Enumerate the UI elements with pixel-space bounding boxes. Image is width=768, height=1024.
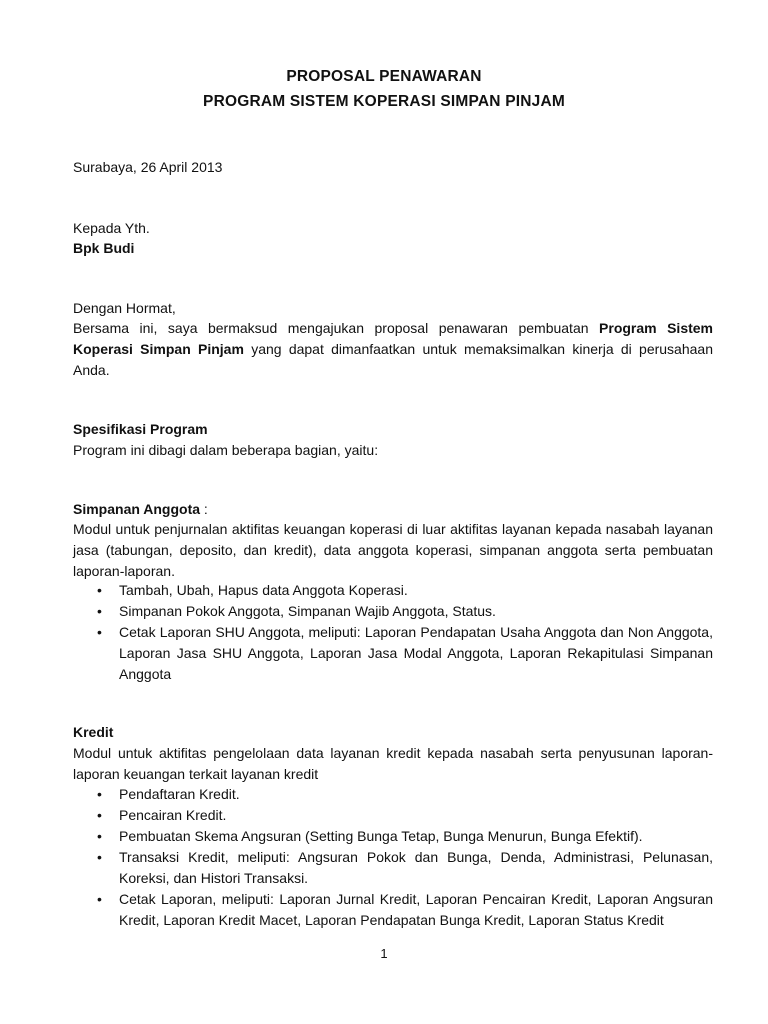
list-item-text: Cetak Laporan SHU Anggota, meliputi: Laporan Pendapatan Usaha Anggota dan Non Anggota, Laporan Jasa SHU Anggota, Laporan Jasa Modal Anggota, Laporan Rekapitulasi Simpanan Anggota [119,624,713,682]
list-item-text: Pencairan Kredit. [119,807,227,823]
simpanan-description: Modul untuk penjurnalan aktifitas keuangan koperasi di luar aktifitas layanan kepada nasabah layanan jasa (tabungan, deposito, dan kredit), data anggota koperasi, simpanan anggota serta pembuatan laporan-laporan. [73,521,713,579]
addressee-label: Kepada Yth. [73,220,150,236]
list-item-text: Transaksi Kredit, meliputi: Angsuran Pokok dan Bunga, Denda, Administrasi, Pelunasan, Koreksi, dan Histori Transaksi. [119,849,713,886]
list-item [73,580,713,601]
list-item [73,805,713,826]
spec-text: Program ini dibagi dalam beberapa bagian, yaitu: [73,442,379,458]
kredit-heading: Kredit [73,724,114,740]
page-number: 1 [380,946,388,961]
intro-text-before: Bersama ini, saya bermaksud mengajukan proposal penawaran pembuatan [73,320,600,336]
kredit-list [73,784,713,931]
bullet-icon: • [97,786,102,802]
spec-heading: Spesifikasi Program [73,421,208,437]
bullet-icon: • [97,582,102,598]
list-item [73,847,713,889]
list-item [73,889,713,931]
recipient-name: Bpk Budi [73,240,135,256]
bullet-icon: • [97,603,102,619]
simpanan-heading: Simpanan Anggota [73,501,201,517]
simpanan-heading-suffix: : [200,501,208,517]
bullet-icon: • [97,828,102,844]
intro-program-name: Program Sistem Koperasi Simpan Pinjam [73,320,714,357]
simpanan-heading-line [73,499,208,519]
document-title: PROPOSAL PENAWARAN [286,68,482,85]
bullet-icon: • [97,891,102,907]
bullet-icon: • [97,849,102,865]
bullet-icon: • [97,807,102,823]
list-item-text: Simpanan Pokok Anggota, Simpanan Wajib Anggota, Status. [119,603,496,619]
list-item [73,826,713,847]
intro-paragraph [73,318,713,381]
list-item [73,601,713,622]
list-item-text: Pembuatan Skema Angsuran (Setting Bunga Tetap, Bunga Menurun, Bunga Efektif). [119,828,643,844]
place-date: Surabaya, 26 April 2013 [73,159,223,175]
bullet-icon: • [97,624,102,640]
list-item-text: Tambah, Ubah, Hapus data Anggota Koperasi. [119,582,408,598]
simpanan-list [73,580,713,685]
list-item [73,784,713,805]
kredit-description: Modul untuk aktifitas pengelolaan data layanan kredit kepada nasabah serta penyusunan laporan-laporan keuangan terkait layanan kredit [73,745,713,782]
greeting: Dengan Hormat, [73,300,176,316]
list-item-text: Cetak Laporan, meliputi: Laporan Jurnal Kredit, Laporan Pencairan Kredit, Laporan Angsuran Kredit, Laporan Kredit Macet, Laporan Pendapatan Bunga Kredit, Laporan Status Kredit [119,891,713,928]
list-item-text: Pendaftaran Kredit. [119,786,240,802]
list-item [73,622,713,685]
intro-text-after: yang dapat dimanfaatkan untuk memaksimalkan kinerja di perusahaan Anda. [73,341,713,378]
document-subtitle: PROGRAM SISTEM KOPERASI SIMPAN PINJAM [203,93,565,110]
